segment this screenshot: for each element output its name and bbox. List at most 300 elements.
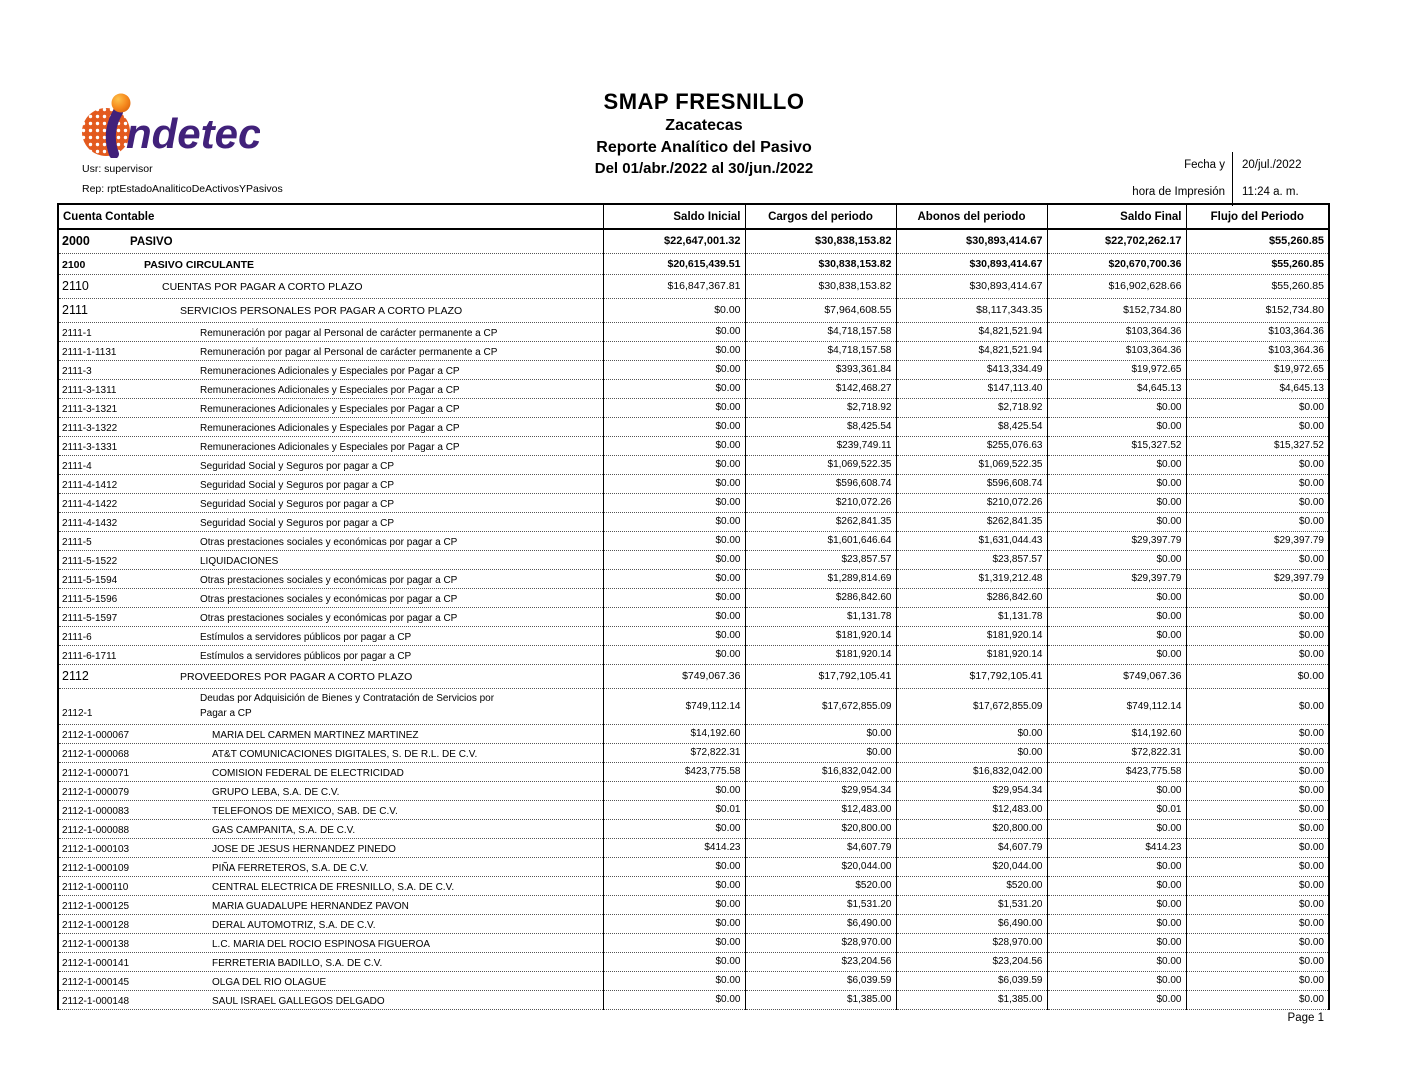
amount-cell: $4,821,521.94 (896, 322, 1047, 341)
report-title: Reporte Analítico del Pasivo (596, 138, 812, 156)
amount-cell: $29,397.79 (1047, 531, 1186, 550)
amount-cell: $29,397.79 (1186, 569, 1329, 588)
table-row (58, 379, 1329, 398)
account-code: 2110 (62, 279, 89, 293)
amount-cell: $2,718.92 (896, 398, 1047, 417)
amount-cell: $20,615,439.51 (603, 253, 745, 274)
account-cell (58, 626, 603, 645)
account-name: TELEFONOS DE MEXICO, SAB. DE C.V. (212, 805, 398, 817)
table-row (58, 952, 1329, 971)
amount-cell: $181,920.14 (745, 626, 896, 645)
account-code: 2111-3-1311 (62, 384, 117, 396)
amount-cell: $0.00 (1186, 417, 1329, 436)
table-row (58, 436, 1329, 455)
amount-cell: $142,468.27 (745, 379, 896, 398)
account-code: 2112-1-000071 (62, 767, 130, 779)
table-row (58, 724, 1329, 743)
table-row (58, 895, 1329, 914)
amount-cell: $30,893,414.67 (896, 253, 1047, 274)
account-cell (58, 857, 603, 876)
account-code: 2111-1 (62, 327, 92, 339)
amount-cell: $30,838,153.82 (745, 229, 896, 253)
amount-cell: $23,204.56 (896, 952, 1047, 971)
amount-cell: $0.00 (1047, 819, 1186, 838)
amount-cell: $181,920.14 (896, 645, 1047, 664)
amount-cell: $16,902,628.66 (1047, 274, 1186, 298)
table-row (58, 838, 1329, 857)
amount-cell: $239,749.11 (745, 436, 896, 455)
account-name: PASIVO (130, 236, 173, 249)
account-code: 2112-1-000128 (62, 919, 130, 931)
amount-cell: $0.00 (603, 550, 745, 569)
amount-cell: $20,800.00 (896, 819, 1047, 838)
account-cell (58, 398, 603, 417)
account-code: 2112 (62, 669, 89, 683)
account-name: Seguridad Social y Seguros por pagar a CP (200, 479, 395, 491)
amount-cell: $0.00 (603, 512, 745, 531)
amount-cell: $0.00 (603, 895, 745, 914)
account-code: 2112-1-000103 (62, 843, 130, 855)
account-cell (58, 762, 603, 781)
account-name: Remuneración por pagar al Personal de carácter permanente a CP (200, 327, 498, 339)
table-row (58, 876, 1329, 895)
amount-cell: $0.00 (1186, 626, 1329, 645)
account-name: SAUL ISRAEL GALLEGOS DELGADO (212, 995, 385, 1007)
account-code: 2112-1-000083 (62, 805, 130, 817)
table-row (58, 417, 1329, 436)
table-row (58, 762, 1329, 781)
amount-cell: $0.00 (1186, 664, 1329, 688)
amount-cell: $0.00 (1047, 645, 1186, 664)
amount-cell: $20,044.00 (745, 857, 896, 876)
amount-cell: $1,531.20 (896, 895, 1047, 914)
account-name: Otras prestaciones sociales y económicas por pagar a CP (200, 536, 458, 548)
table-row (58, 914, 1329, 933)
amount-cell: $4,607.79 (896, 838, 1047, 857)
amount-cell: $414.23 (603, 838, 745, 857)
amount-cell: $0.00 (1186, 876, 1329, 895)
amount-cell: $20,670,700.36 (1047, 253, 1186, 274)
account-cell (58, 876, 603, 895)
amount-cell: $0.00 (1186, 952, 1329, 971)
amount-cell: $8,425.54 (745, 417, 896, 436)
account-cell (58, 379, 603, 398)
account-name: Otras prestaciones sociales y económicas por pagar a CP (200, 612, 458, 624)
table-row (58, 229, 1329, 253)
amount-cell: $0.00 (603, 990, 745, 1009)
account-name: Estímulos a servidores públicos por pagar a CP (200, 650, 412, 662)
amount-cell: $0.00 (1047, 876, 1186, 895)
table-row (58, 743, 1329, 762)
account-name-continued: Pagar a CP (200, 707, 252, 719)
amount-cell: $28,970.00 (896, 933, 1047, 952)
amount-cell: $0.00 (1047, 512, 1186, 531)
amount-cell: $0.00 (1047, 550, 1186, 569)
amount-cell: $29,954.34 (745, 781, 896, 800)
amount-cell: $0.00 (1047, 493, 1186, 512)
account-code: 2111-3-1321 (62, 403, 118, 415)
account-cell (58, 664, 603, 688)
table-row (58, 550, 1329, 569)
amount-cell: $0.00 (896, 724, 1047, 743)
amount-cell: $0.00 (1186, 800, 1329, 819)
table-row (58, 493, 1329, 512)
amount-cell: $749,067.36 (603, 664, 745, 688)
account-code: 2111-3 (62, 365, 92, 377)
amount-cell: $0.00 (603, 298, 745, 322)
amount-cell: $0.01 (1047, 800, 1186, 819)
amount-cell: $55,260.85 (1186, 274, 1329, 298)
table-row (58, 933, 1329, 952)
amount-cell: $255,076.63 (896, 436, 1047, 455)
amount-cell: $23,857.57 (745, 550, 896, 569)
account-code: 2112-1-000068 (62, 748, 130, 760)
amount-cell: $0.00 (603, 857, 745, 876)
account-name: OLGA DEL RIO OLAGUE (212, 976, 327, 988)
account-cell (58, 417, 603, 436)
amount-cell: $16,832,042.00 (745, 762, 896, 781)
amount-cell: $0.00 (603, 569, 745, 588)
amount-cell: $286,842.60 (745, 588, 896, 607)
account-cell (58, 274, 603, 298)
account-name: Otras prestaciones sociales y económicas por pagar a CP (200, 574, 458, 586)
amount-cell: $520.00 (896, 876, 1047, 895)
col-header-abonos: Abonos del periodo (896, 204, 1047, 229)
table-row (58, 990, 1329, 1009)
amount-cell: $20,044.00 (896, 857, 1047, 876)
page-number: Page 1 (1287, 1012, 1324, 1024)
amount-cell: $16,847,367.81 (603, 274, 745, 298)
logo-wordmark: ndetec (126, 110, 260, 157)
account-code: 2112-1-000110 (62, 881, 129, 893)
account-name: LIQUIDACIONES (200, 555, 279, 567)
col-header-cuenta-contable: Cuenta Contable (58, 204, 603, 229)
amount-cell: $0.00 (1186, 743, 1329, 762)
account-code: 2112-1-000125 (62, 900, 130, 912)
amount-cell: $0.00 (1186, 895, 1329, 914)
account-name: COMISION FEDERAL DE ELECTRICIDAD (212, 767, 404, 779)
account-code: 2111-3-1331 (62, 441, 118, 453)
amount-cell: $72,822.31 (603, 743, 745, 762)
amount-cell: $0.00 (1047, 781, 1186, 800)
amount-cell: $0.00 (603, 493, 745, 512)
amount-cell: $0.00 (1186, 550, 1329, 569)
amount-cell: $22,647,001.32 (603, 229, 745, 253)
col-header-saldo-inicial: Saldo Inicial (603, 204, 745, 229)
amount-cell: $0.00 (1186, 857, 1329, 876)
account-code: 2111-6-1711 (62, 650, 117, 662)
account-code: 2111-5 (62, 536, 92, 548)
account-cell (58, 360, 603, 379)
amount-cell: $0.00 (1186, 971, 1329, 990)
amount-cell: $0.00 (603, 360, 745, 379)
amount-cell: $0.00 (1186, 688, 1329, 724)
account-cell (58, 322, 603, 341)
amount-cell: $4,645.13 (1186, 379, 1329, 398)
amount-cell: $12,483.00 (745, 800, 896, 819)
account-name: MARIA GUADALUPE HERNANDEZ PAVON (212, 900, 409, 912)
amount-cell: $55,260.85 (1186, 229, 1329, 253)
user-line: Usr: supervisor (82, 163, 153, 175)
account-code: 2111-4-1412 (62, 479, 118, 491)
account-cell (58, 607, 603, 626)
amount-cell: $7,964,608.55 (745, 298, 896, 322)
amount-cell: $1,385.00 (896, 990, 1047, 1009)
account-cell (58, 743, 603, 762)
amount-cell: $1,601,646.64 (745, 531, 896, 550)
amount-cell: $19,972.65 (1047, 360, 1186, 379)
account-code: 2112-1-000109 (62, 862, 130, 874)
amount-cell: $29,397.79 (1186, 531, 1329, 550)
amount-cell: $0.00 (1047, 455, 1186, 474)
amount-cell: $0.00 (603, 588, 745, 607)
amount-cell: $0.00 (1186, 762, 1329, 781)
amount-cell: $0.00 (603, 341, 745, 360)
amount-cell: $6,039.59 (896, 971, 1047, 990)
amount-cell: $0.00 (603, 626, 745, 645)
account-cell (58, 781, 603, 800)
amount-cell: $596,608.74 (896, 474, 1047, 493)
table-row (58, 781, 1329, 800)
account-name: Remuneración por pagar al Personal de carácter permanente a CP (200, 346, 498, 358)
amount-cell: $0.00 (603, 952, 745, 971)
account-cell (58, 688, 603, 724)
account-name: Remuneraciones Adicionales y Especiales por Pagar a CP (200, 422, 460, 434)
amount-cell: $0.00 (603, 455, 745, 474)
amount-cell: $152,734.80 (1047, 298, 1186, 322)
amount-cell: $2,718.92 (745, 398, 896, 417)
account-name: Seguridad Social y Seguros por pagar a CP (200, 460, 395, 472)
amount-cell: $0.00 (1047, 933, 1186, 952)
account-name: Seguridad Social y Seguros por pagar a CP (200, 498, 395, 510)
amount-cell: $423,775.58 (1047, 762, 1186, 781)
account-name: AT&T COMUNICACIONES DIGITALES, S. DE R.L. DE C.V. (212, 748, 478, 760)
amount-cell: $0.00 (1186, 838, 1329, 857)
account-code: 2100 (62, 258, 86, 271)
amount-cell: $0.00 (603, 474, 745, 493)
amount-cell: $103,364.36 (1186, 322, 1329, 341)
date-label: Fecha y (1184, 159, 1225, 171)
amount-cell: $1,531.20 (745, 895, 896, 914)
amount-cell: $30,838,153.82 (745, 274, 896, 298)
account-name: Remuneraciones Adicionales y Especiales por Pagar a CP (200, 441, 460, 453)
amount-cell: $0.00 (1047, 588, 1186, 607)
amount-cell: $30,893,414.67 (896, 229, 1047, 253)
amount-cell: $0.00 (1047, 971, 1186, 990)
amount-cell: $0.00 (1186, 512, 1329, 531)
period-subtitle: Del 01/abr./2022 al 30/jun./2022 (594, 159, 814, 177)
account-cell (58, 474, 603, 493)
table-header-row (58, 204, 1329, 229)
amount-cell: $17,792,105.41 (896, 664, 1047, 688)
amount-cell: $0.00 (603, 417, 745, 436)
account-name: Seguridad Social y Seguros por pagar a CP (200, 517, 395, 529)
amount-cell: $22,702,262.17 (1047, 229, 1186, 253)
amount-cell: $0.00 (1047, 895, 1186, 914)
amount-cell: $749,112.14 (603, 688, 745, 724)
account-code: 2112-1-000079 (62, 786, 130, 798)
amount-cell: $15,327.52 (1186, 436, 1329, 455)
account-cell (58, 933, 603, 952)
table-row (58, 626, 1329, 645)
account-code: 2111-5-1594 (62, 574, 118, 586)
account-code: 2111-5-1597 (62, 612, 118, 624)
table-row (58, 455, 1329, 474)
amount-cell: $0.00 (1047, 398, 1186, 417)
account-code: 2112-1-000141 (62, 957, 130, 969)
amount-cell: $413,334.49 (896, 360, 1047, 379)
account-cell (58, 971, 603, 990)
amount-cell: $28,970.00 (745, 933, 896, 952)
account-code: 2111-1-1131 (62, 346, 117, 358)
table-row (58, 274, 1329, 298)
amount-cell: $20,800.00 (745, 819, 896, 838)
amount-cell: $0.00 (1186, 607, 1329, 626)
amount-cell: $147,113.40 (896, 379, 1047, 398)
amount-cell: $1,319,212.48 (896, 569, 1047, 588)
account-name: MARIA DEL CARMEN MARTINEZ MARTINEZ (212, 729, 419, 741)
amount-cell: $262,841.35 (896, 512, 1047, 531)
amount-cell: $4,645.13 (1047, 379, 1186, 398)
account-name: SERVICIOS PERSONALES POR PAGAR A CORTO PLAZO (180, 305, 463, 317)
amount-cell: $0.00 (1047, 607, 1186, 626)
table-row (58, 588, 1329, 607)
amount-cell: $0.00 (1186, 588, 1329, 607)
amount-cell: $23,204.56 (745, 952, 896, 971)
amount-cell: $0.00 (1186, 474, 1329, 493)
account-code: 2112-1-000145 (62, 976, 130, 988)
amount-cell: $6,490.00 (896, 914, 1047, 933)
table-row (58, 645, 1329, 664)
account-name: Remuneraciones Adicionales y Especiales por Pagar a CP (200, 384, 460, 396)
amount-cell: $103,364.36 (1186, 341, 1329, 360)
account-name: Otras prestaciones sociales y económicas por pagar a CP (200, 593, 458, 605)
amount-cell: $0.00 (1047, 990, 1186, 1009)
amount-cell: $210,072.26 (896, 493, 1047, 512)
amount-cell: $0.00 (1047, 417, 1186, 436)
amount-cell: $596,608.74 (745, 474, 896, 493)
account-cell (58, 436, 603, 455)
amount-cell: $0.00 (603, 607, 745, 626)
amount-cell: $4,821,521.94 (896, 341, 1047, 360)
account-code: 2112-1-000067 (62, 729, 130, 741)
account-code: 2111-4-1432 (62, 517, 118, 529)
account-code: 2111 (62, 303, 88, 317)
amount-cell: $8,425.54 (896, 417, 1047, 436)
table-row (58, 512, 1329, 531)
amount-cell: $414.23 (1047, 838, 1186, 857)
account-cell (58, 645, 603, 664)
account-code: 2111-4-1422 (62, 498, 118, 510)
col-header-flujo: Flujo del Periodo (1186, 204, 1329, 229)
amount-cell: $181,920.14 (896, 626, 1047, 645)
amount-cell: $181,920.14 (745, 645, 896, 664)
account-code: 2112-1-000088 (62, 824, 130, 836)
account-cell (58, 229, 603, 253)
amount-cell: $0.00 (1047, 626, 1186, 645)
account-name: DERAL AUTOMOTRIZ, S.A. DE C.V. (212, 919, 376, 931)
amount-cell: $1,069,522.35 (896, 455, 1047, 474)
table-row (58, 322, 1329, 341)
amount-cell: $1,131.78 (896, 607, 1047, 626)
amount-cell: $30,893,414.67 (896, 274, 1047, 298)
amount-cell: $17,672,855.09 (745, 688, 896, 724)
amount-cell: $749,112.14 (1047, 688, 1186, 724)
amount-cell: $0.00 (603, 819, 745, 838)
amount-cell: $0.00 (603, 645, 745, 664)
state-subtitle: Zacatecas (665, 116, 743, 134)
account-cell (58, 952, 603, 971)
account-name: Deudas por Adquisición de Bienes y Contratación de Servicios por (200, 692, 495, 704)
amount-cell: $17,792,105.41 (745, 664, 896, 688)
table-row (58, 688, 1329, 724)
amount-cell: $0.00 (603, 436, 745, 455)
amount-cell: $14,192.60 (1047, 724, 1186, 743)
account-code: 2000 (62, 234, 90, 249)
amount-cell: $0.00 (1186, 819, 1329, 838)
account-name: PASIVO CIRCULANTE (144, 258, 255, 271)
amount-cell: $749,067.36 (1047, 664, 1186, 688)
amount-cell: $17,672,855.09 (896, 688, 1047, 724)
account-cell (58, 298, 603, 322)
amount-cell: $286,842.60 (896, 588, 1047, 607)
amount-cell: $0.00 (1186, 724, 1329, 743)
table-row (58, 569, 1329, 588)
amount-cell: $103,364.36 (1047, 341, 1186, 360)
col-header-cargos: Cargos del periodo (745, 204, 896, 229)
amount-cell: $19,972.65 (1186, 360, 1329, 379)
account-name: GRUPO LEBA, S.A. DE C.V. (212, 786, 340, 798)
table-row (58, 531, 1329, 550)
amount-cell: $152,734.80 (1186, 298, 1329, 322)
amount-cell: $0.01 (603, 800, 745, 819)
account-cell (58, 493, 603, 512)
account-cell (58, 569, 603, 588)
amount-cell: $1,385.00 (745, 990, 896, 1009)
amount-cell: $15,327.52 (1047, 436, 1186, 455)
table-row (58, 253, 1329, 274)
account-cell (58, 512, 603, 531)
table-row (58, 607, 1329, 626)
account-code: 2112-1 (62, 707, 93, 719)
amount-cell: $0.00 (1186, 914, 1329, 933)
amount-cell: $29,397.79 (1047, 569, 1186, 588)
amount-cell: $6,039.59 (745, 971, 896, 990)
account-name: PROVEEDORES POR PAGAR A CORTO PLAZO (180, 671, 413, 683)
amount-cell: $16,832,042.00 (896, 762, 1047, 781)
amount-cell: $14,192.60 (603, 724, 745, 743)
amount-cell: $1,289,814.69 (745, 569, 896, 588)
table-row (58, 857, 1329, 876)
amount-cell: $0.00 (1047, 857, 1186, 876)
amount-cell: $0.00 (603, 781, 745, 800)
amount-cell: $0.00 (603, 398, 745, 417)
account-cell (58, 341, 603, 360)
amount-cell: $0.00 (1186, 933, 1329, 952)
amount-cell: $0.00 (603, 531, 745, 550)
amount-cell: $4,607.79 (745, 838, 896, 857)
account-cell (58, 914, 603, 933)
amount-cell: $29,954.34 (896, 781, 1047, 800)
org-title: SMAP FRESNILLO (603, 89, 805, 114)
account-name: PIÑA FERRETEROS, S.A. DE C.V. (212, 862, 369, 874)
account-cell (58, 800, 603, 819)
account-cell (58, 550, 603, 569)
amount-cell: $0.00 (1047, 914, 1186, 933)
account-name: FERRETERIA BADILLO, S.A. DE C.V. (212, 957, 383, 969)
account-cell (58, 990, 603, 1009)
amount-cell: $103,364.36 (1047, 322, 1186, 341)
